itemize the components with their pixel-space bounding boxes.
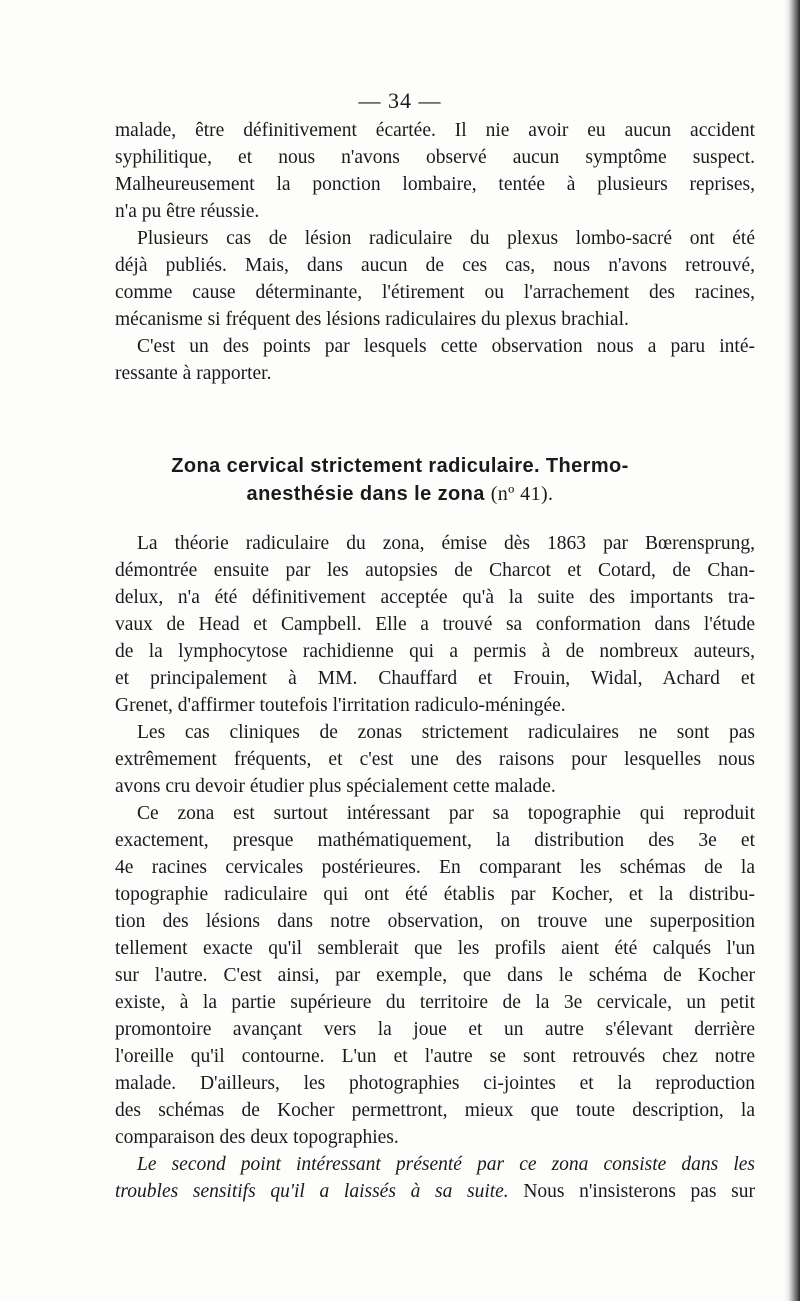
text-line: exactement, presque mathématiquement, la distribution des 3e et [115,830,755,851]
page-binding-shadow [784,0,800,1301]
text-line: existe, à la partie supérieure du territoire de la 3e cervicale, un petit [115,992,755,1013]
text-line: démontrée ensuite par les autopsies de Charcot et Cotard, de Chan- [115,560,755,581]
regular-phrase: Nous n'insisterons pas sur [508,1181,755,1202]
text-line: Plusieurs cas de lésion radiculaire du plexus lombo-sacré ont été [137,228,755,249]
text-line-mixed [115,1178,755,1205]
text-line: La théorie radiculaire du zona, émise dès 1863 par Bœrensprung, [137,533,755,554]
text-line: n'a pu être réussie. [115,201,260,222]
text-line: syphilitique, et nous n'avons observé aucun symptôme suspect. [115,147,755,168]
text-line: ressante à rapporter. [115,363,272,384]
text-line: tellement exacte qu'il semblerait que les profils aient été calqués l'un [115,938,755,959]
section-heading-title: anesthésie dans le zona [246,483,485,505]
text-line: promontoire avançant vers la joue et un autre s'élevant derrière [115,1019,755,1040]
text-line: Les cas cliniques de zonas strictement radiculaires ne sont pas [137,722,755,743]
text-line: extrêmement fréquents, et c'est une des raisons pour lesquelles nous [115,749,755,770]
text-line: topographie radiculaire qui ont été établis par Kocher, et la distribu- [115,884,755,905]
text-line: comparaison des deux topographies. [115,1127,399,1148]
text-line: 4e racines cervicales postérieures. En comparant les schémas de la [115,857,755,878]
body-text-block [115,530,755,1205]
italic-phrase: troubles sensitifs qu'il a laissés à sa suite. [115,1181,509,1202]
text-line: tion des lésions dans notre observation, on trouve une superposition [115,911,755,932]
text-line: déjà publiés. Mais, dans aucun de ces cas, nous n'avons retrouvé, [115,255,755,276]
text-line: comme cause déterminante, l'étirement ou l'arrachement des racines, [115,282,755,303]
text-line: l'oreille qu'il contourne. L'un et l'autre se sont retrouvés chez notre [115,1046,755,1067]
section-heading-line-1: Zona cervical strictement radiculaire. Thermo- [171,455,629,477]
observation-number: (nº 41). [490,483,554,505]
text-line: Malheureusement la ponction lombaire, tentée à plusieurs reprises, [115,174,755,195]
text-line-italic: Le second point intéressant présenté par ce zona consiste dans les [137,1154,755,1175]
text-line: C'est un des points par lesquels cette observation nous a paru inté- [137,336,755,357]
text-line: avons cru devoir étudier plus spécialement cette malade. [115,776,556,797]
text-line: malade. D'ailleurs, les photographies ci-jointes et la reproduction [115,1073,755,1094]
text-line: vaux de Head et Campbell. Elle a trouvé sa conformation dans l'étude [115,614,755,635]
text-line: Ce zona est surtout intéressant par sa topographie qui reproduit [137,803,755,824]
text-line: malade, être définitivement écartée. Il nie avoir eu aucun accident [115,120,755,141]
text-line: des schémas de Kocher permettront, mieux que toute description, la [115,1100,755,1121]
text-line: sur l'autre. C'est ainsi, par exemple, que dans le schéma de Kocher [115,965,755,986]
top-text-block [115,117,755,387]
text-line: delux, n'a été définitivement acceptée qu'à la suite des importants tra- [115,587,755,608]
section-heading-line-2 [0,480,800,508]
page-number: — 34 — [358,88,442,113]
text-line: et principalement à MM. Chauffard et Frouin, Widal, Achard et [115,668,755,689]
text-line: mécanisme si fréquent des lésions radiculaires du plexus brachial. [115,309,629,330]
text-line: de la lymphocytose rachidienne qui a permis à de nombreux auteurs, [115,641,755,662]
text-line: Grenet, d'affirmer toutefois l'irritation radiculo-méningée. [115,695,566,716]
